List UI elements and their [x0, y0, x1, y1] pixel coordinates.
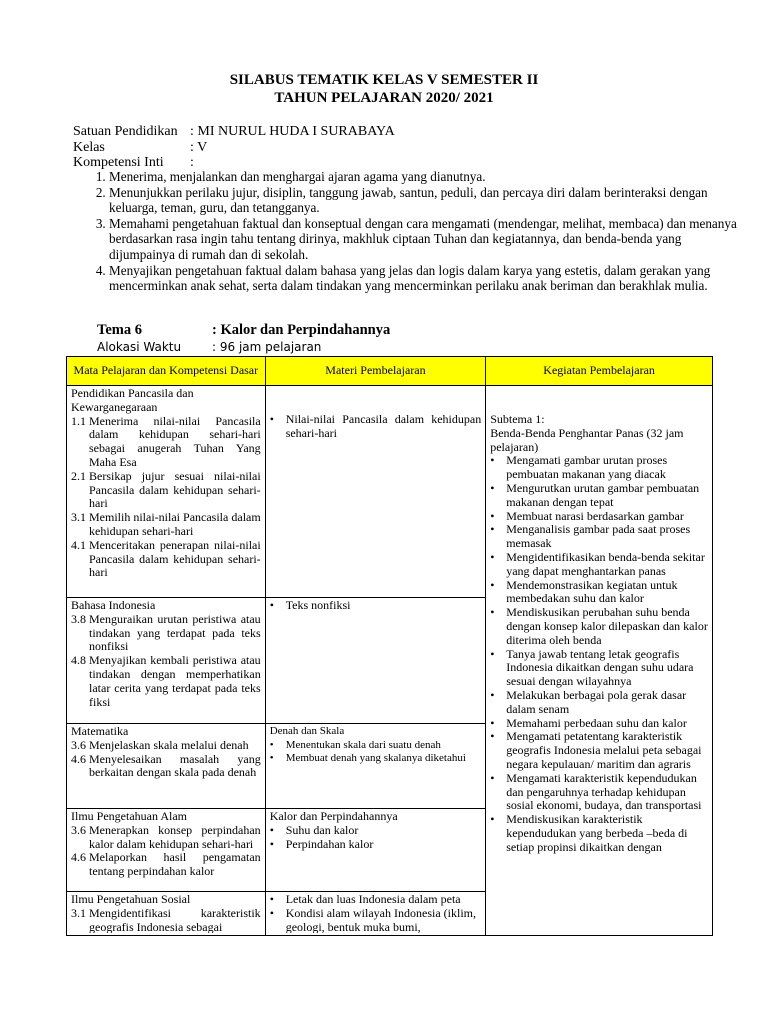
mapel-cell: [67, 724, 266, 809]
kd-number: 3.1: [71, 905, 86, 920]
kegiatan-item: • Mengamati petatentang karakteristik geografis Indonesia melalui peta sebagai negara kepulauan/ maritim dan agraris: [490, 729, 702, 771]
mapel-cell: [67, 598, 266, 724]
materi-heading: Denah dan Skala: [269, 725, 345, 737]
bullet-icon: •: [490, 508, 495, 523]
silabus-table: [66, 356, 713, 936]
materi-cell: [265, 892, 486, 936]
kd-item: [71, 470, 261, 511]
kd-item: [71, 739, 261, 753]
ki-value: :: [190, 155, 194, 170]
alokasi-value: : 96 jam pelajaran: [212, 340, 322, 354]
bullet-icon: •: [269, 738, 274, 751]
bullet-icon: •: [490, 646, 495, 661]
kd-number: 3.8: [71, 611, 86, 626]
materi-cell: [265, 809, 486, 892]
subtema-title: Benda-Benda Penghantar Panas (32 jam pelajaran): [490, 425, 684, 454]
kd-number: 3.6: [71, 822, 86, 837]
kegiatan-item: • Mengamati gambar urutan proses pembuatan makanan yang diacak: [490, 453, 668, 482]
kd-item: [71, 613, 261, 654]
kegiatan-item: • Mendiskusikan perubahan suhu benda dengan konsep kalor dilepaskan dan kalor diterima oleh benda: [490, 605, 708, 647]
subject-name: Ilmu Pengetahuan Sosial: [71, 893, 191, 906]
subtema-label: Subtema 1:: [490, 412, 545, 426]
bullet-icon: •: [269, 905, 274, 920]
bullet-icon: •: [490, 715, 495, 730]
subject-name: Pendidikan Pancasila dan Kewarganegaraan: [71, 386, 194, 414]
bullet-icon: •: [269, 752, 274, 764]
bullet-icon: •: [269, 412, 274, 426]
kd-number: 1.1: [71, 413, 86, 428]
kd-number: 4.1: [71, 537, 86, 552]
bullet-icon: •: [269, 598, 274, 612]
bullet-icon: •: [490, 577, 495, 592]
kelas-label: Kelas: [73, 140, 105, 155]
materi-cell: [265, 724, 486, 809]
kegiatan-item: • Mengamati karakteristik kependudukan dan pengaruhnya terhadap kehidupan sosial ekonomi, budaya, dan transportasi: [490, 770, 702, 813]
alokasi-label: Alokasi Waktu: [97, 340, 182, 354]
ki-item: 2. Menunjukkan perilaku jujur, disiplin, tanggung jawab, santun, peduli, dan percaya diri dalam berinteraksi dengan keluarga, teman, guru, dan tetangganya.: [109, 185, 749, 216]
kd-number: 4.8: [71, 653, 86, 668]
bullet-icon: •: [269, 822, 274, 837]
materi-item: • Kondisi alam wilayah Indonesia (iklim, geologi, bentuk muka bumi,: [269, 905, 476, 933]
tema-row: [97, 322, 391, 339]
kd-item: [71, 654, 261, 709]
ki-item: 4. Menyajikan pengetahuan faktual dalam bahasa yang jelas dan logis dalam karya yang estetis, dalam gerakan yang mencerminkan anak sehat, serta dalam tindakan yang mencerminkan perilaku anak beriman dan berakhlak mulia.: [109, 263, 749, 294]
document-title: SILABUS TEMATIK KELAS V SEMESTER II: [229, 72, 539, 88]
ki-label: Kompetensi Inti: [73, 155, 164, 170]
materi-item: • Suhu dan kalor: [269, 822, 359, 837]
bullet-icon: •: [490, 549, 495, 564]
kegiatan-item: • Mengurutkan urutan gambar pembuatan makanan dengan tepat: [490, 480, 700, 509]
kegiatan-item: • Mendiskusikan karakteristik kependudukan yang berbeda –beda di setiap propinsi dikaitkan dengan: [490, 812, 688, 854]
kelas-value: : V: [190, 140, 208, 155]
kegiatan-item: • Mendemonstrasikan kegiatan untuk membedakan suhu dan kalor: [490, 577, 678, 606]
kd-number: 4.6: [71, 850, 86, 865]
kegiatan-item: • Membuat narasi berdasarkan gambar: [490, 508, 684, 523]
kd-text: Menyelesaikan masalah yang berkaitan dengan skala pada denah: [89, 751, 261, 780]
header-materi: Materi Pembelajaran: [265, 357, 486, 386]
bullet-icon: •: [490, 770, 495, 785]
bullet-icon: •: [490, 453, 495, 468]
bullet-icon: •: [490, 812, 495, 827]
bullet-icon: •: [490, 687, 495, 702]
kegiatan-item: • Menganalisis gambar pada saat proses memasak: [490, 522, 691, 551]
kompetensi-inti-list: [73, 169, 749, 294]
materi-item: • Menentukan skala dari suatu denah: [269, 738, 441, 751]
ki-item: 3. Memahami pengetahuan faktual dan konseptual dengan cara mengamati (mendengar, melihat, membaca) dan menanya berdasarkan rasa ingin tahu tentang dirinya, makhluk ciptaan Tuhan dan kegiatannya, dan benda-benda yang dijumpainya di rumah dan di sekolah.: [109, 216, 749, 263]
kd-text: Menerapkan konsep perpindahan kalor dalam kehidupan sehari-hari: [89, 822, 261, 851]
kd-text: Melaporkan hasil pengamatan tentang perpindahan kalor: [89, 850, 261, 879]
bullet-icon: •: [490, 522, 495, 537]
materi-item: • Teks nonfiksi: [269, 598, 351, 612]
bullet-icon: •: [490, 605, 495, 620]
mapel-cell: [67, 892, 266, 936]
table-row: [67, 386, 713, 598]
header-mapel: Mata Pelajaran dan Kompetensi Dasar: [67, 357, 266, 386]
kd-number: 2.1: [71, 468, 86, 483]
kd-text: Menyajikan kembali peristiwa atau tindakan dengan memperhatikan latar cerita yang terdapat pada teks fiksi: [89, 653, 261, 709]
bullet-icon: •: [490, 480, 495, 495]
mapel-cell: [67, 386, 266, 598]
table-header-row: [67, 357, 713, 386]
kd-item: [71, 753, 261, 781]
materi-item: • Letak dan luas Indonesia dalam peta: [269, 893, 461, 906]
kd-item: [71, 907, 261, 933]
kd-item: [71, 851, 261, 879]
subject-name: Bahasa Indonesia: [71, 598, 156, 612]
kd-text: Bersikap jujur sesuai nilai-nilai Pancasila dalam kehidupan sehari-hari: [89, 468, 261, 511]
document-subtitle: TAHUN PELAJARAN 2020/ 2021: [274, 90, 494, 106]
bullet-icon: •: [269, 893, 274, 906]
kd-item: [71, 539, 261, 580]
materi-item: • Perpindahan kalor: [269, 836, 374, 851]
subject-name: Ilmu Pengetahuan Alam: [71, 809, 187, 823]
bullet-icon: •: [490, 729, 495, 744]
kd-text: Menceritakan penerapan nilai-nilai Pancasila dalam kehidupan sehari-hari: [89, 537, 261, 580]
materi-cell: [265, 386, 486, 598]
satuan-label: Satuan Pendidikan: [73, 124, 178, 139]
kegiatan-item: • Mengidentifikasikan benda-benda sekitar yang dapat menghantarkan panas: [490, 549, 705, 578]
kd-text: Mengidentifikasi karakteristik geografis Indonesia sebagai: [89, 905, 261, 933]
tema-label: Tema 6: [97, 322, 142, 338]
kd-text: Menerima nilai-nilai Pancasila dalam kehidupan sehari-hari sebagai anugerah Tuhan Yang Maha Esa: [89, 413, 261, 469]
header-kegiatan: Kegiatan Pembelajaran: [486, 357, 713, 386]
tema-value: : Kalor dan Perpindahannya: [212, 322, 391, 338]
kegiatan-item: • Memahami perbedaan suhu dan kalor: [490, 715, 687, 730]
kd-text: Memilih nilai-nilai Pancasila dalam kehidupan sehari-hari: [89, 510, 261, 538]
subject-name: Matematika: [71, 724, 129, 738]
kd-number: 4.6: [71, 751, 86, 766]
kd-item: [71, 824, 261, 852]
alokasi-row: [97, 340, 322, 354]
kd-number: 3.6: [71, 737, 86, 752]
kd-text: Menguraikan urutan peristiwa atau tindakan yang terdapat pada teks nonfiksi: [89, 611, 261, 654]
mapel-cell: [67, 809, 266, 892]
kd-item: [71, 415, 261, 470]
materi-cell: [265, 598, 486, 724]
satuan-value: : MI NURUL HUDA I SURABAYA: [190, 124, 395, 139]
materi-item: • Membuat denah yang skalanya diketahui: [269, 752, 466, 764]
kd-text: Menjelaskan skala melalui denah: [89, 737, 249, 752]
materi-heading: Kalor dan Perpindahannya: [269, 809, 398, 823]
kd-item: [71, 511, 261, 539]
kegiatan-item: • Melakukan berbagai pola gerak dasar dalam senam: [490, 687, 687, 716]
kegiatan-item: • Tanya jawab tentang letak geografis Indonesia dikaitkan dengan suhu udara sesuai dengan wilayahnya: [490, 646, 694, 689]
kegiatan-cell: [486, 386, 713, 936]
bullet-icon: •: [269, 836, 274, 851]
kd-number: 3.1: [71, 510, 86, 525]
materi-item: • Nilai-nilai Pancasila dalam kehidupan sehari-hari: [269, 412, 482, 440]
ki-item: 1. Menerima, menjalankan dan menghargai ajaran agama yang dianutnya.: [109, 169, 749, 185]
